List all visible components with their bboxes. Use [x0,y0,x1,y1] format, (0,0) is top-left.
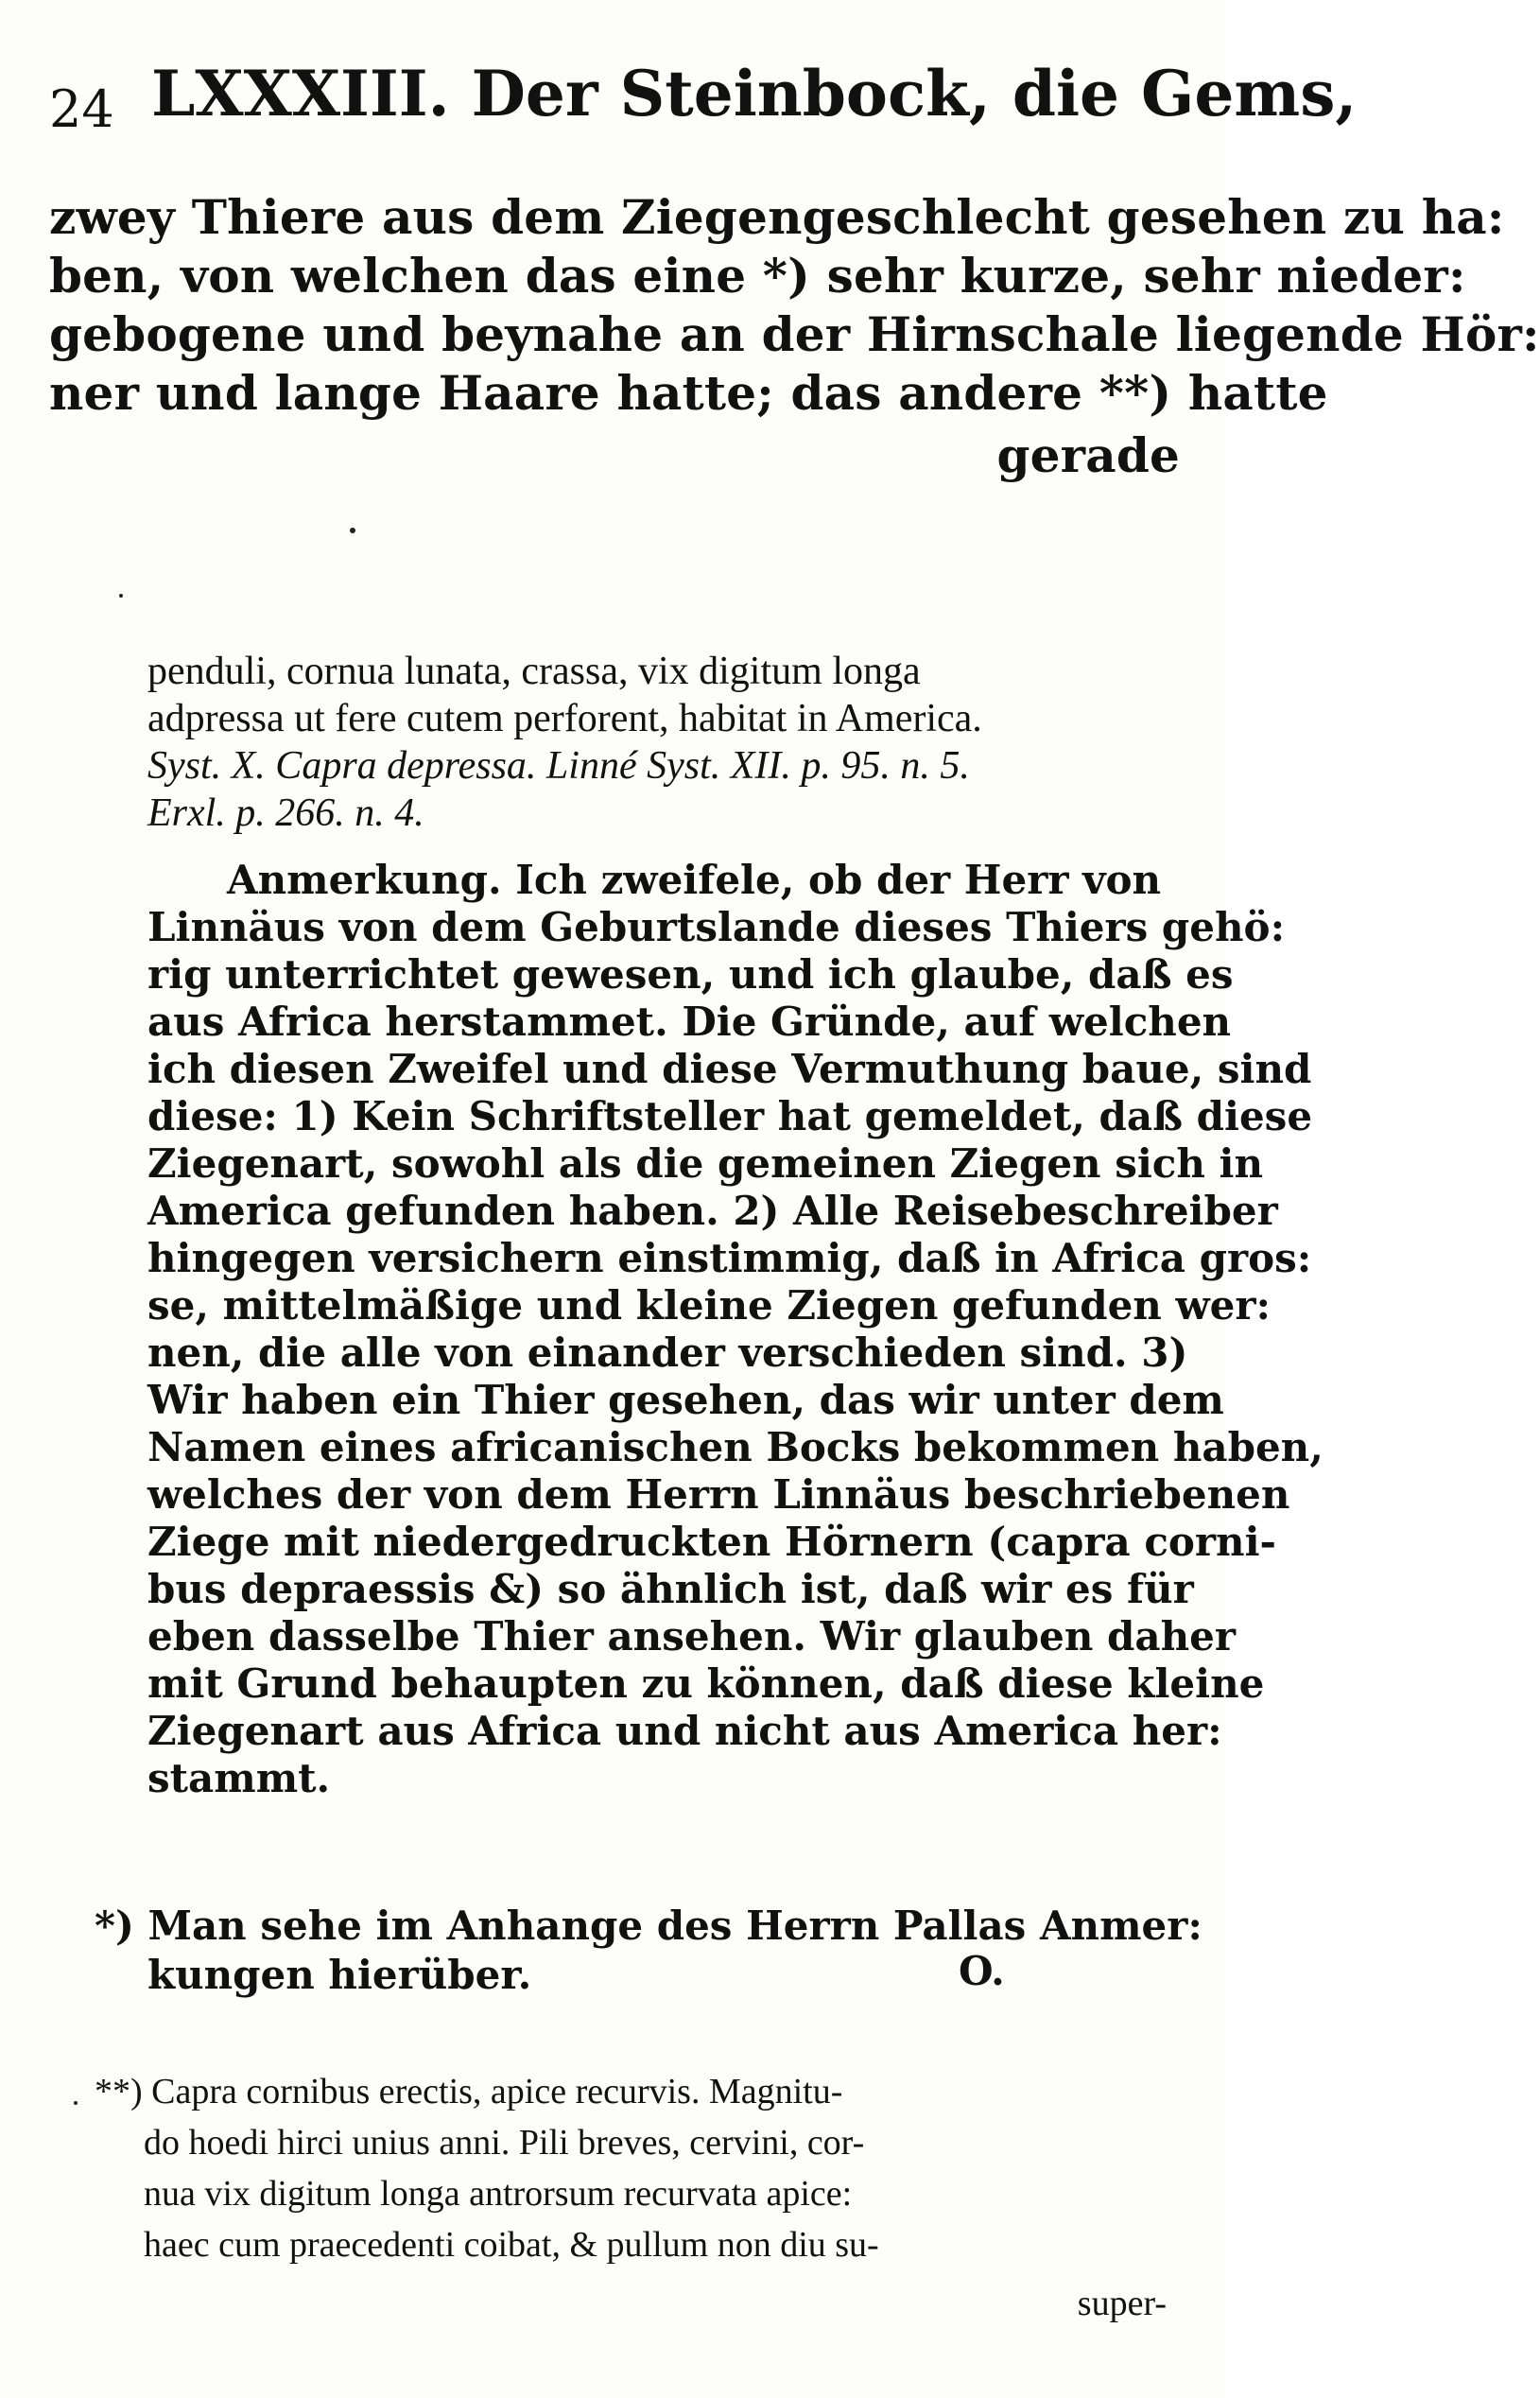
anmerkung-line: eben dasselbe Thier ansehen. Wir glauben daher [147,1613,1237,1659]
main-text-line: ben, von welchen das eine *) sehr kurze, sehr nieder: [49,248,1466,304]
main-text-line: ner und lange Haare hatte; das andere **) hatte [49,365,1328,421]
anmerkung-line: se, mittelmäßige und kleine Ziegen gefunden wer: [147,1282,1271,1329]
anmerkung-line: aus Africa herstammet. Die Gründe, auf welchen [147,999,1232,1045]
footnote-one-line: kungen hierüber. [147,1952,532,1998]
print-speck [350,528,355,533]
main-text-line: gebogene und beynahe an der Hirnschale liegende Hör: [49,306,1540,362]
anmerkung-line: Linnäus von dem Geburtslande dieses Thiers gehö: [147,904,1286,950]
anmerkung-line: Namen eines africanischen Bocks bekommen haben, [147,1424,1324,1470]
main-text-line: zwey Thiere aus dem Ziegengeschlecht gesehen zu ha: [49,189,1505,245]
anmerkung-line: stammt. [147,1755,331,1801]
anmerkung-line: Ziege mit niedergedruckten Hörnern (capra corni- [147,1519,1276,1565]
footnote-line: adpressa ut fere cutem perforent, habitat in America. [147,697,982,740]
page-header [49,57,1358,151]
catchword: gerade [996,427,1180,483]
anmerkung-line: ich diesen Zweifel und diese Vermuthung baue, sind [147,1046,1312,1092]
footnote-two-line: **) Capra cornibus erectis, apice recurvis. Magnitu- [95,2072,843,2111]
footnote-two-line: haec cum praecedenti coibat, & pullum non diu su- [144,2225,879,2265]
anmerkung-line: Ziegenart aus Africa und nicht aus America her: [147,1708,1222,1754]
anmerkung-line: bus depraessis &) so ähnlich ist, daß wir es für [147,1566,1194,1612]
anmerkung-line: Anmerkung. Ich zweifele, ob der Herr von [227,857,1162,903]
anmerkung-line: welches der von dem Herrn Linnäus beschriebenen [147,1471,1290,1518]
print-speck [74,2101,78,2105]
anmerkung-line: nen, die alle von einander verschieden sind. 3) [147,1329,1188,1376]
anmerkung-line: Wir haben ein Thier gesehen, das wir unter dem [147,1377,1224,1423]
print-speck [119,594,123,598]
footnote-line: Erxl. p. 266. n. 4. [147,791,424,835]
footnote-signature: O. [959,1948,1005,1994]
footnote-line: Syst. X. Capra depressa. Linné Syst. XII. p. 95. n. 5. [147,744,970,788]
anmerkung-line: rig unterrichtet gewesen, und ich glaube, daß es [147,951,1234,998]
anmerkung-line: hingegen versichern einstimmig, daß in Africa gros: [147,1235,1312,1281]
running-head: LXXXIII. Der Steinbock, die Gems, [151,57,1358,130]
page-number: 24 [49,79,114,139]
anmerkung-line: America gefunden haben. 2) Alle Reisebeschreiber [147,1188,1278,1234]
footnote-two-line: nua vix digitum longa antrorsum recurvata apice: [144,2174,853,2214]
footnote-one-line: *) Man sehe im Anhange des Herrn Pallas Anmer: [95,1903,1203,1949]
catchword: super- [1077,2284,1167,2323]
footnote-two-line: do hoedi hirci unius anni. Pili breves, cervini, cor- [144,2123,865,2163]
anmerkung-line: diese: 1) Kein Schriftsteller hat gemeldet, daß diese [147,1093,1313,1139]
footnote-line: penduli, cornua lunata, crassa, vix digitum longa [147,650,921,693]
anmerkung-line: Ziegenart, sowohl als die gemeinen Ziegen sich in [147,1140,1264,1187]
anmerkung-line: mit Grund behaupten zu können, daß diese kleine [147,1660,1265,1707]
